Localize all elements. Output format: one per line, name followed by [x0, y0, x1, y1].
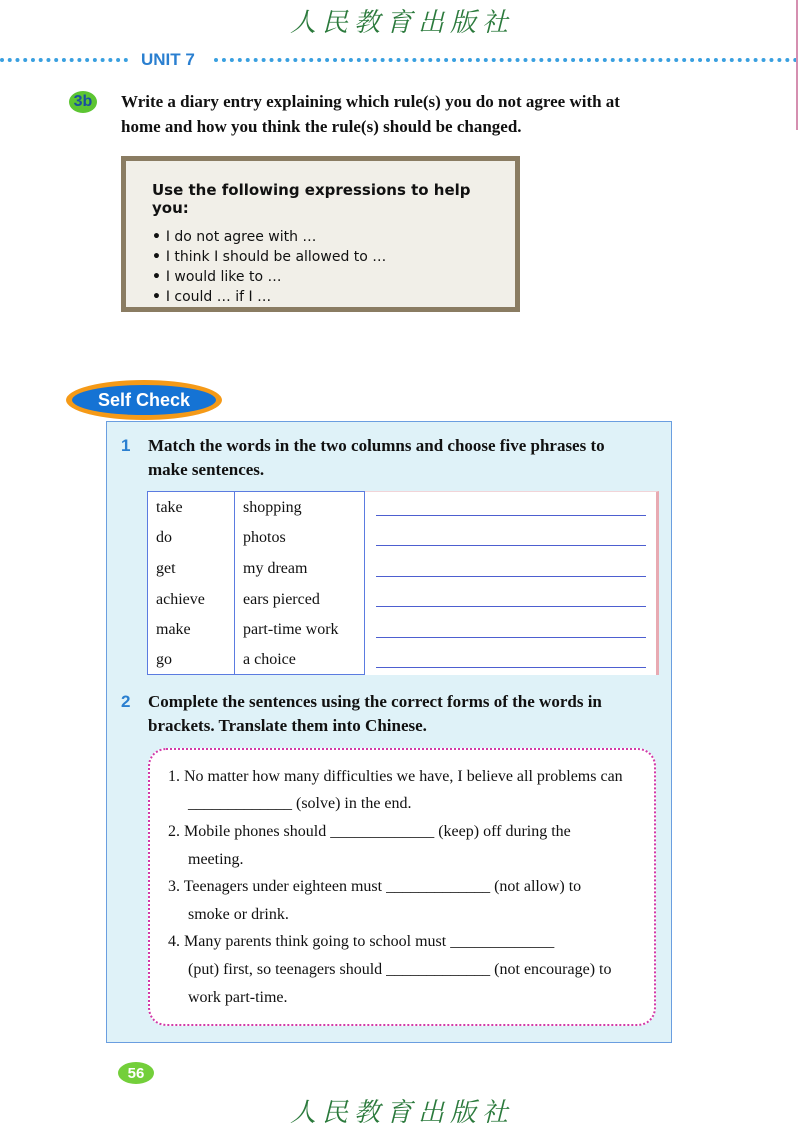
page-edge-mark	[796, 0, 798, 130]
sentence-line: (put) first, so teenagers should _____________ (not encourage) to	[188, 961, 612, 978]
verb-cell: achieve	[156, 591, 205, 608]
help-box-title: Use the following expressions to help you:	[152, 181, 471, 217]
publisher-logo-footer: 人民教育出版社	[290, 1098, 515, 1128]
sentence-line: work part-time.	[188, 989, 288, 1006]
task-3b-line-1: Write a diary entry explaining which rule(s) you do not agree with at	[121, 92, 620, 111]
sentence-line: smoke or drink.	[188, 906, 289, 923]
object-cell: a choice	[243, 651, 296, 668]
verb-cell: take	[156, 499, 183, 516]
sentence-line: 2. Mobile phones should _____________ (keep) off during the	[168, 823, 571, 840]
sentence-line: 4. Many parents think going to school must _____________	[168, 933, 555, 950]
publisher-logo: 人民教育出版社	[290, 8, 515, 38]
object-cell: photos	[243, 529, 286, 546]
help-item: • I do not agree with …	[152, 227, 489, 247]
question-1-line-2: make sentences.	[148, 460, 265, 479]
matching-table-divider	[234, 491, 235, 675]
sentence-line: 1. No matter how many difficulties we have, I believe all problems can	[168, 768, 623, 785]
task-3b-instruction	[121, 89, 721, 139]
question-1-instruction	[148, 434, 668, 482]
question-2-number: 2	[121, 692, 131, 711]
help-item: • I could … if I …	[152, 287, 489, 307]
task-3b-line-2: home and how you think the rule(s) should be changed.	[121, 117, 522, 136]
answer-lines-area	[365, 491, 659, 675]
task-badge-3b: 3b	[69, 91, 97, 113]
answer-line[interactable]	[376, 606, 646, 607]
unit-label: UNIT 7	[141, 50, 195, 69]
help-item: • I would like to …	[152, 267, 489, 287]
header-dotted-line-left	[0, 58, 128, 66]
verb-cell: go	[156, 651, 172, 668]
sentence-line: meeting.	[188, 851, 244, 868]
answer-line[interactable]	[376, 637, 646, 638]
self-check-badge	[66, 380, 222, 420]
verb-cell: make	[156, 621, 191, 638]
object-cell: my dream	[243, 560, 308, 577]
question-2-instruction	[148, 690, 668, 738]
object-cell: part-time work	[243, 621, 339, 638]
sentence-line: _____________ (solve) in the end.	[188, 795, 412, 812]
sentence-line: 3. Teenagers under eighteen must _____________ (not allow) to	[168, 878, 582, 895]
answer-line[interactable]	[376, 667, 646, 668]
question-1-number: 1	[121, 436, 131, 455]
question-2-line-1: Complete the sentences using the correct forms of the words in	[148, 692, 602, 711]
question-1-line-1: Match the words in the two columns and choose five phrases to	[148, 436, 605, 455]
page-number: 56	[118, 1062, 154, 1084]
question-2-line-2: brackets. Translate them into Chinese.	[148, 716, 427, 735]
answer-line[interactable]	[376, 545, 646, 546]
object-cell: ears pierced	[243, 591, 320, 608]
object-cell: shopping	[243, 499, 302, 516]
answer-line[interactable]	[376, 576, 646, 577]
expressions-help-box	[121, 156, 520, 312]
verb-cell: get	[156, 560, 176, 577]
help-item: • I think I should be allowed to …	[152, 247, 489, 267]
matching-table	[147, 491, 365, 675]
header-dotted-line-right	[214, 58, 798, 66]
verb-cell: do	[156, 529, 172, 546]
self-check-title: Self Check	[72, 385, 216, 415]
answer-line[interactable]	[376, 515, 646, 516]
